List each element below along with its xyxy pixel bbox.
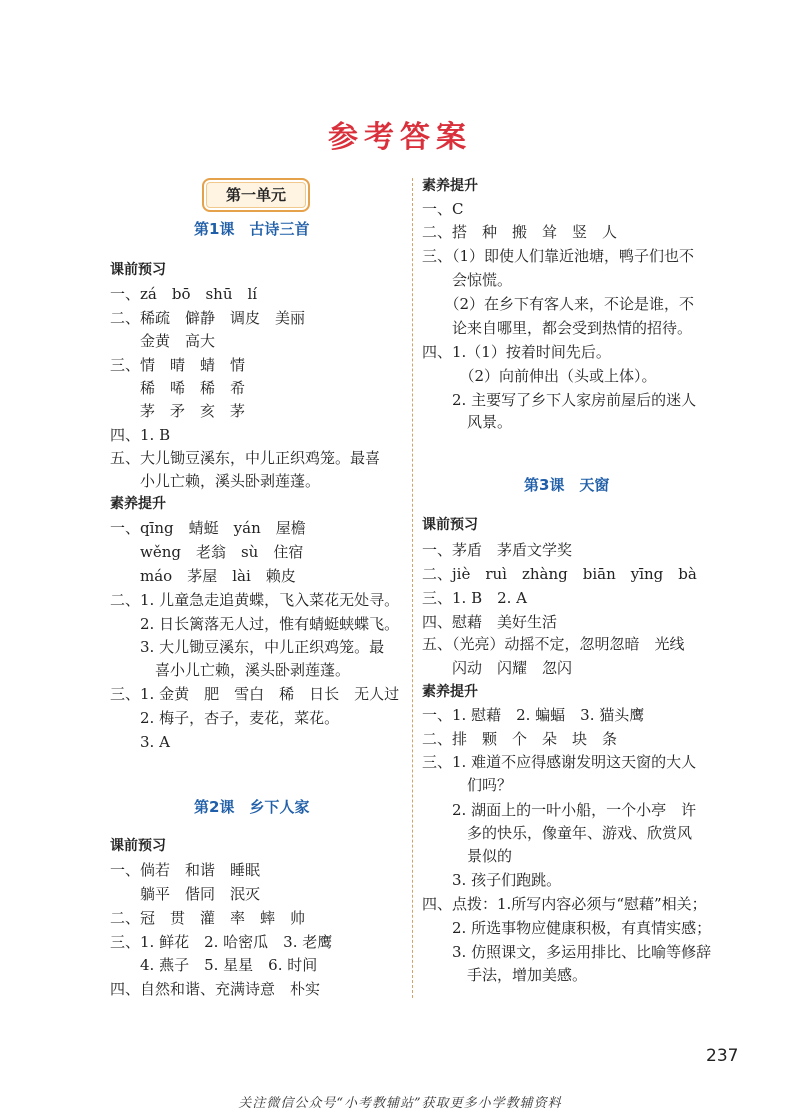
answer-line: 一、zá bō shū lí xyxy=(110,285,258,303)
answer-line: wěng 老翁 sù 住宿 xyxy=(110,543,304,561)
answer-line: 3. 孩子们跑跳。 xyxy=(422,871,562,889)
answer-line: 稀 唏 稀 希 xyxy=(110,379,246,397)
answer-line: 一、C xyxy=(422,200,464,218)
answer-line: 三、1. B 2. A xyxy=(422,589,528,607)
answer-line: 3. 大儿锄豆溪东，中儿正织鸡笼。最 xyxy=(110,638,385,656)
answer-line: 喜小儿亡赖，溪头卧剥莲蓬。 xyxy=(110,661,351,679)
answer-line: 四、点拨：1.所写内容必须与“慰藉”相关； xyxy=(422,895,707,913)
answer-line: 三、1. 难道不应得感谢发明这天窗的大人 xyxy=(422,753,697,771)
answer-line: 五、大儿锄豆溪东，中儿正织鸡笼。最喜 xyxy=(110,449,381,467)
section-heading: 课前预习 xyxy=(110,262,166,278)
answer-line: 二、冠 贯 灌 率 蟀 帅 xyxy=(110,909,306,927)
answer-line: 二、搭 种 搬 耸 竖 人 xyxy=(422,223,618,241)
answer-line: 景似的 xyxy=(422,847,513,865)
section-heading: 素养提升 xyxy=(110,496,166,512)
answer-line: 一、1. 慰藉 2. 蝙蝠 3. 猫头鹰 xyxy=(422,706,645,724)
page-number: 237 xyxy=(706,1046,739,1066)
answer-line: 四、1. B xyxy=(110,426,171,444)
unit-label: 第一单元 xyxy=(202,178,310,212)
answer-line: 会惊慌。 xyxy=(422,271,513,289)
answer-line: 一、倘若 和谐 睡眠 xyxy=(110,861,261,879)
answer-line: 二、1. 儿童急走追黄蝶，飞入菜花无处寻。 xyxy=(110,591,400,609)
answer-line: 二、排 颗 个 朵 块 条 xyxy=(422,730,618,748)
answer-line: 2. 湖面上的一叶小船，一个小亭 许 xyxy=(422,801,697,819)
answer-line: 四、1.（1）按着时间先后。 xyxy=(422,343,611,361)
section-heading: 素养提升 xyxy=(422,684,478,700)
answer-line: 风景。 xyxy=(422,413,513,431)
answer-line: 3. A xyxy=(110,733,170,751)
answer-line: 4. 燕子 5. 星星 6. 时间 xyxy=(110,956,318,974)
answer-line: 三、1. 鲜花 2. 哈密瓜 3. 老鹰 xyxy=(110,933,333,951)
answer-line: 茅 矛 亥 茅 xyxy=(110,402,246,420)
answer-line: 五、（光亮）动摇不定，忽明忽暗 光线 xyxy=(422,635,685,653)
answer-line: 三、（1）即使人们靠近池塘，鸭子们也不 xyxy=(422,247,695,265)
section-heading: 课前预习 xyxy=(422,517,478,533)
lesson-2-title: 第2课 乡下人家 xyxy=(194,798,310,816)
answer-line: 3. 仿照课文，多运用排比、比喻等修辞 xyxy=(422,943,712,961)
answer-line: 一、茅盾 茅盾文学奖 xyxy=(422,541,573,559)
answer-line: 一、qīng 蜻蜓 yán 屋檐 xyxy=(110,519,306,537)
answer-line: 2. 梅子，杏子，麦花，菜花。 xyxy=(110,709,340,727)
answer-line: 2. 所选事物应健康积极，有真情实感； xyxy=(422,919,712,937)
answer-line: 三、1. 金黄 肥 雪白 稀 日长 无人过 xyxy=(110,685,400,703)
answer-line: （2）向前伸出（头或上体）。 xyxy=(422,367,657,385)
lesson-3-title: 第3课 天窗 xyxy=(524,476,610,494)
answer-line: 2. 主要写了乡下人家房前屋后的迷人 xyxy=(422,391,697,409)
answer-line: 2. 日长篱落无人过，惟有蜻蜓蛱蝶飞。 xyxy=(110,615,400,633)
answer-line: 小儿亡赖，溪头卧剥莲蓬。 xyxy=(110,472,321,490)
answer-line: 们吗？ xyxy=(422,776,513,794)
column-divider xyxy=(412,178,413,998)
answer-line: （2）在乡下有客人来，不论是谁，不 xyxy=(422,295,695,313)
footer-watermark: 关注微信公众号“小考教辅站”获取更多小学教辅资料 xyxy=(238,1096,562,1111)
answer-line: 二、jiè ruì zhàng biān yīng bà xyxy=(422,565,697,583)
answer-line: 四、慰藉 美好生活 xyxy=(422,613,558,631)
answer-line: 论来自哪里，都会受到热情的招待。 xyxy=(422,319,693,337)
page-title: 参考答案 xyxy=(328,120,472,155)
answer-line: 三、情 晴 蜻 情 xyxy=(110,356,246,374)
answer-line: 金黄 高大 xyxy=(110,332,216,350)
answer-line: 闪动 闪耀 忽闪 xyxy=(422,659,573,677)
answer-line: 四、自然和谐、充满诗意 朴实 xyxy=(110,980,321,998)
section-heading: 课前预习 xyxy=(110,838,166,854)
answer-line: máo 茅屋 lài 赖皮 xyxy=(110,567,296,585)
answer-line: 二、稀疏 僻静 调皮 美丽 xyxy=(110,309,306,327)
answer-line: 多的快乐，像童年、游戏、欣赏风 xyxy=(422,824,693,842)
answer-line: 躺平 偕同 泯灭 xyxy=(110,885,261,903)
section-heading: 素养提升 xyxy=(422,178,478,194)
lesson-1-title: 第1课 古诗三首 xyxy=(194,220,310,238)
answer-line: 手法，增加美感。 xyxy=(422,966,588,984)
